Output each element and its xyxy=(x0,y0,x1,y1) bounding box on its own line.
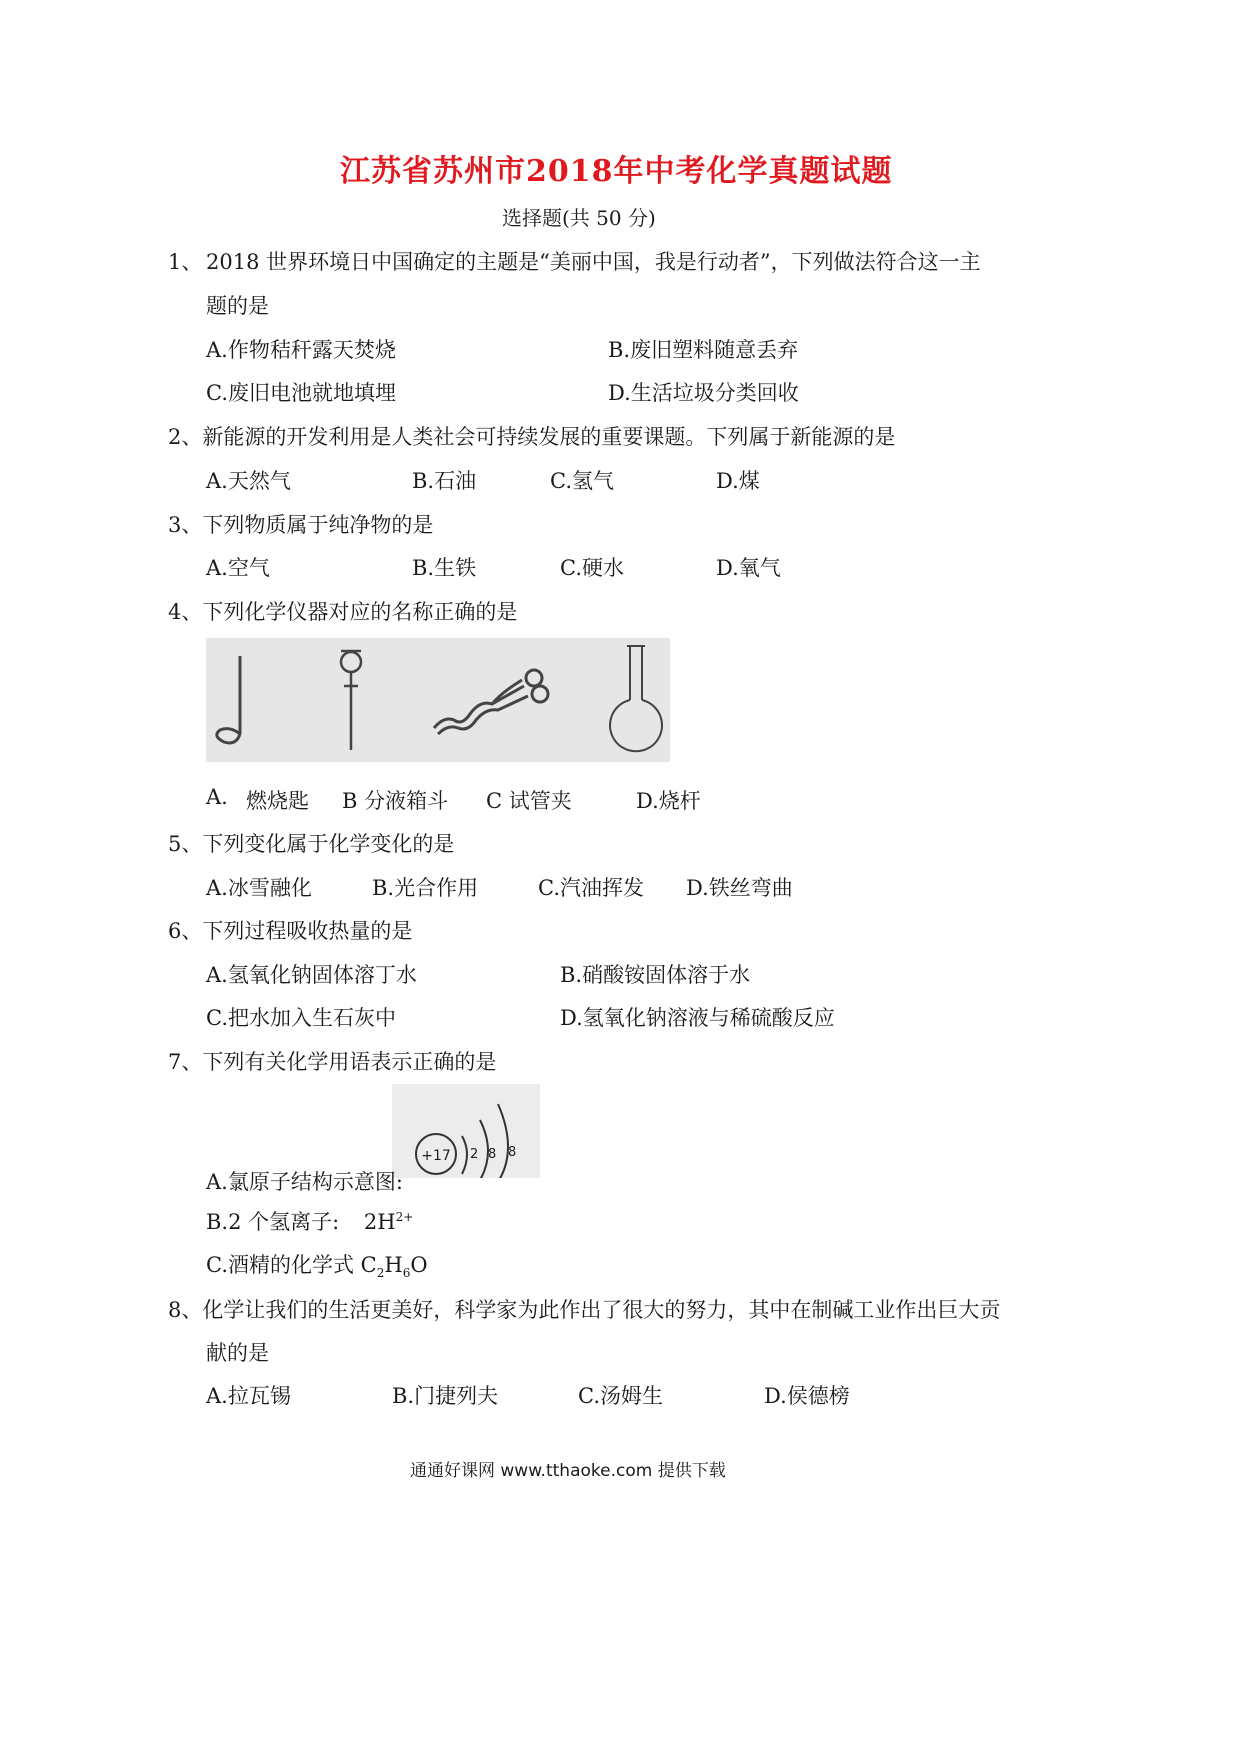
separating-funnel-icon xyxy=(341,651,361,750)
q1-option-c: C.废旧电池就地填埋 xyxy=(206,381,396,405)
question-7-text: 7、下列有关化学用语表示正确的是 xyxy=(168,1050,497,1074)
shell-arc-1 xyxy=(462,1136,467,1174)
question-3-text: 3、下列物质属于纯净物的是 xyxy=(168,513,434,537)
q4-option-c: C 试管夹 xyxy=(486,789,572,813)
q2-option-a: A.天然气 xyxy=(206,469,291,493)
q7-option-c: C.酒精的化学式 $C_2H_6O$ xyxy=(206,1253,428,1281)
atom-structure-drawing xyxy=(392,1084,540,1178)
q6-option-a: A.氢氧化钠固体溶丁水 xyxy=(206,963,417,987)
question-1-number: 1、 xyxy=(168,250,203,274)
q6-option-c: C.把水加入生石灰中 xyxy=(206,1006,396,1030)
q7-option-b-formula: $2H^{2+}$ xyxy=(363,1210,414,1234)
question-1-text-cont: 题的是 xyxy=(206,294,269,318)
q4-option-b: B 分液箱斗 xyxy=(342,789,449,813)
q7-option-a: A.氯原子结构示意图: xyxy=(206,1170,403,1194)
lab-instruments-drawing xyxy=(206,638,670,762)
q8-option-c: C.汤姆生 xyxy=(578,1384,663,1408)
q1-option-b: B.废旧塑料随意丢弃 xyxy=(608,338,799,362)
test-tube-holder-icon xyxy=(434,670,548,734)
lab-instruments-figure xyxy=(206,638,670,762)
question-4-text: 4、下列化学仪器对应的名称正确的是 xyxy=(168,600,518,624)
q2-option-c: C.氢气 xyxy=(550,469,614,493)
q4-option-a: 燃烧匙 xyxy=(246,789,309,813)
q5-option-b: B.光合作用 xyxy=(372,876,479,900)
q8-option-d: D.侯德榜 xyxy=(764,1384,850,1408)
q4-option-a-letter: A. xyxy=(206,785,228,809)
q6-option-b: B.硝酸铵固体溶于水 xyxy=(560,963,751,987)
shell-1-electrons: 2 xyxy=(470,1147,479,1162)
question-8-text: 8、化学让我们的生活更美好，科学家为此作出了很大的努力，其中在制碱工业作出巨大贡 xyxy=(168,1298,1001,1322)
q7-option-b-label: B.2 个氢离子: xyxy=(206,1210,340,1234)
question-6-text: 6、下列过程吸收热量的是 xyxy=(168,919,413,943)
q5-option-a: A.冰雪融化 xyxy=(206,876,312,900)
question-1-text: 2018 世界环境日中国确定的主题是“美丽中国，我是行动者”，下列做法符合这一主 xyxy=(206,250,981,274)
q6-option-d: D.氢氧化钠溶液与稀硫酸反应 xyxy=(560,1006,835,1030)
chlorine-atom-diagram xyxy=(392,1084,540,1178)
q2-option-d: D.煤 xyxy=(716,469,760,493)
question-2-text: 2、新能源的开发利用是人类社会可持续发展的重要课题。下列属于新能源的是 xyxy=(168,425,896,449)
page-title: 江苏省苏州市2018年中考化学真题试题 xyxy=(340,154,893,189)
shell-arc-3 xyxy=(498,1104,508,1178)
round-flask-icon xyxy=(610,646,662,751)
combustion-spoon-icon xyxy=(217,656,240,743)
question-8-text-cont: 献的是 xyxy=(206,1341,269,1365)
q8-option-a: A.拉瓦锡 xyxy=(206,1384,291,1408)
q3-option-c: C.硬水 xyxy=(560,556,624,580)
q3-option-d: D.氧气 xyxy=(716,556,781,580)
q8-option-b: B.门捷列夫 xyxy=(392,1384,499,1408)
question-5-text: 5、下列变化属于化学变化的是 xyxy=(168,832,455,856)
q1-option-a: A.作物秸秆露天焚烧 xyxy=(206,338,396,362)
nucleus-charge: +17 xyxy=(421,1148,451,1164)
q3-option-a: A.空气 xyxy=(206,556,270,580)
page-footer: 通通好课网 www.tthaoke.com 提供下载 xyxy=(410,1461,726,1481)
q5-option-c: C.汽油挥发 xyxy=(538,876,644,900)
shell-2-electrons: 8 xyxy=(488,1147,497,1162)
q4-option-d: D.烧杆 xyxy=(636,789,701,813)
section-heading: 选择题(共 50 分) xyxy=(502,206,656,230)
shell-3-electrons: 8 xyxy=(508,1145,517,1160)
shell-arc-2 xyxy=(480,1120,488,1178)
q2-option-b: B.石油 xyxy=(412,469,477,493)
q7-option-b xyxy=(206,1206,413,1236)
q3-option-b: B.生铁 xyxy=(412,556,477,580)
q1-option-d: D.生活垃圾分类回收 xyxy=(608,381,799,405)
q5-option-d: D.铁丝弯曲 xyxy=(686,876,793,900)
